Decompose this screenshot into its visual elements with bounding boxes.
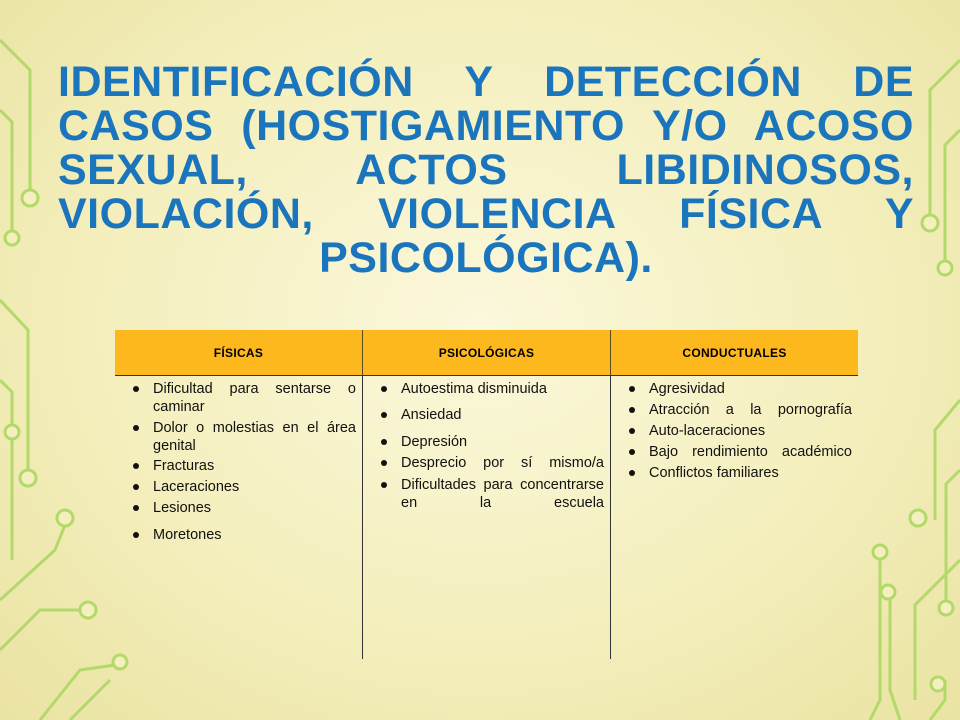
list-item: Depresión	[369, 433, 604, 451]
psicologicas-list	[369, 380, 604, 512]
table-body-row	[115, 375, 858, 659]
page-title: IDENTIFICACIÓN Y DETECCIÓN DE CASOS (HOSTIGAMIENTO Y/O ACOSO SEXUAL, ACTOS LIBIDINOSOS, VIOLACIÓN, VIOLENCIA FÍSICA Y PSICOLÓGICA).	[58, 58, 914, 282]
conductuales-list	[617, 380, 852, 482]
list-item: Auto-laceraciones	[617, 422, 852, 440]
fisicas-list	[121, 380, 356, 544]
column-psicologicas	[362, 376, 610, 659]
list-item: Dolor o molestias en el área genital	[121, 419, 356, 455]
table-header-row	[115, 330, 858, 375]
list-item: Dificultades para concentrarse en la escuela	[369, 476, 604, 512]
symptoms-table	[115, 330, 858, 658]
list-item: Ansiedad	[369, 406, 604, 424]
list-item: Dificultad para sentarse o caminar	[121, 380, 356, 416]
list-item: Moretones	[121, 526, 356, 544]
list-item: Laceraciones	[121, 478, 356, 496]
list-item: Autoestima disminuida	[369, 380, 604, 398]
column-conductuales	[610, 376, 858, 659]
list-item: Conflictos familiares	[617, 464, 852, 482]
list-item: Bajo rendimiento académico	[617, 443, 852, 461]
list-item: Lesiones	[121, 499, 356, 517]
header-conductuales: CONDUCTUALES	[610, 330, 858, 375]
list-item: Fracturas	[121, 457, 356, 475]
column-fisicas	[115, 376, 362, 659]
header-fisicas: FÍSICAS	[213, 345, 264, 360]
list-item: Atracción a la pornografía	[617, 401, 852, 419]
list-item: Desprecio por sí mismo/a	[369, 454, 604, 472]
list-item: Agresividad	[617, 380, 852, 398]
header-psicologicas: PSICOLÓGICAS	[362, 330, 610, 375]
